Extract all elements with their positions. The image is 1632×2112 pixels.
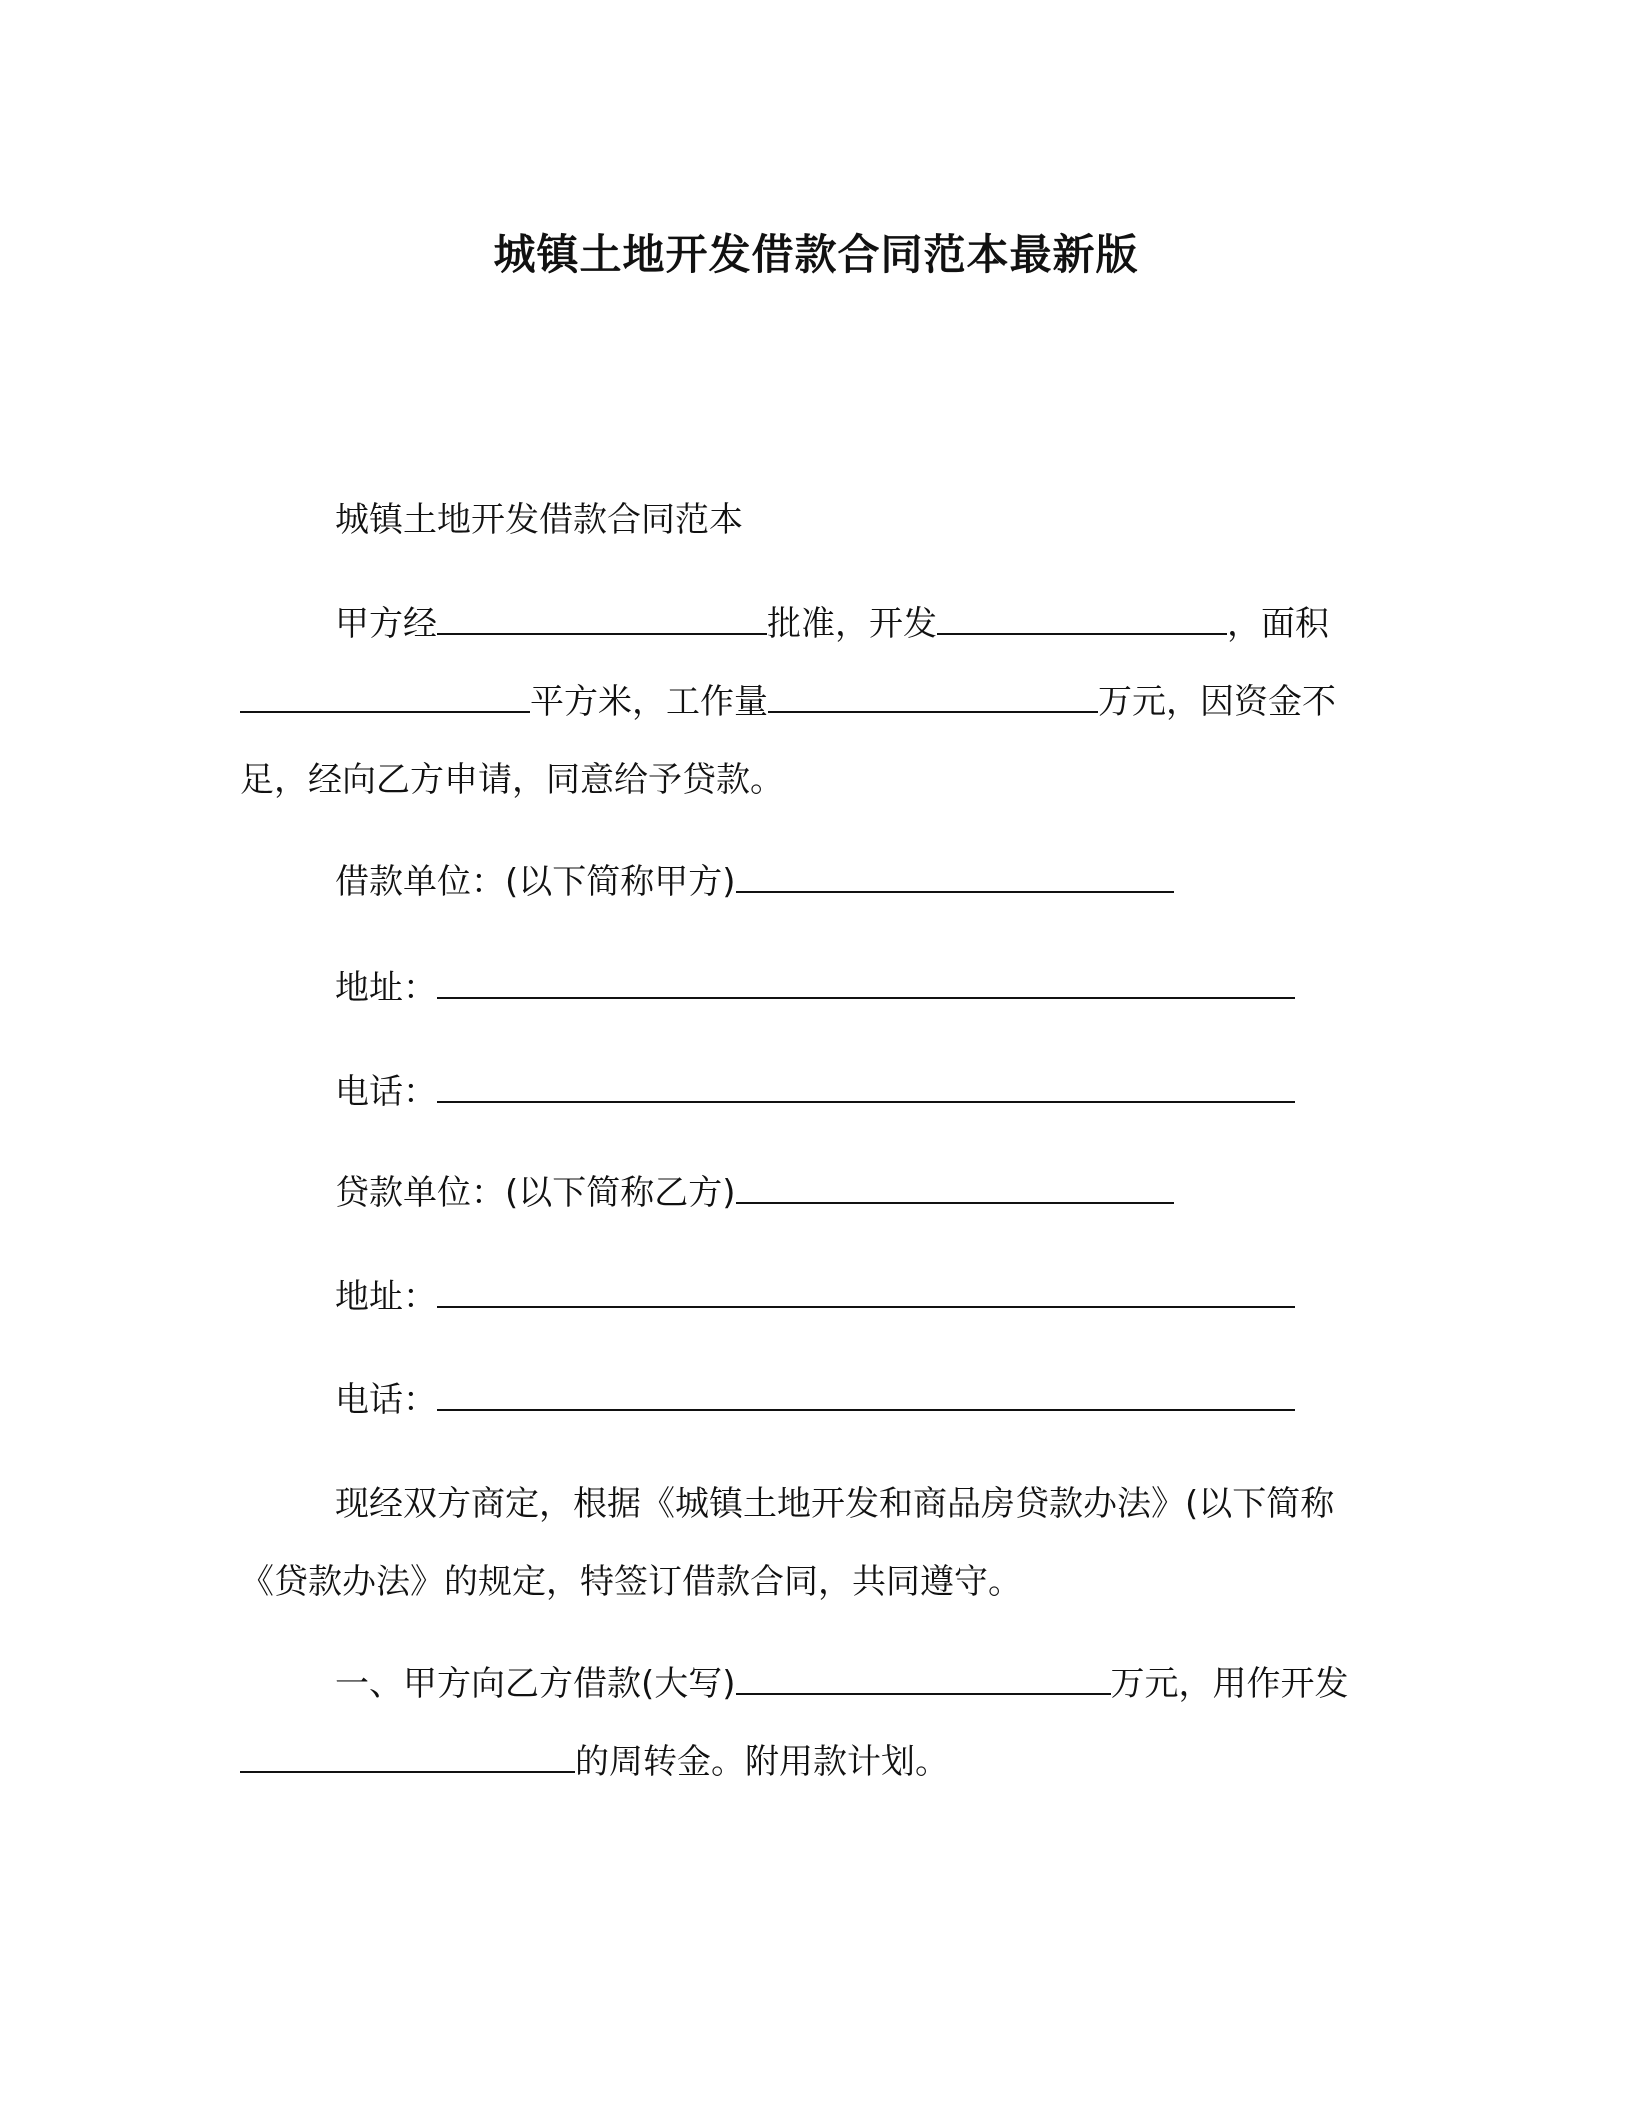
blank-lender-phone[interactable] — [437, 1379, 1295, 1411]
blank-lender-name[interactable] — [736, 1172, 1174, 1204]
clause1-text-3: 的周转金。附用款计划。 — [575, 1742, 949, 1782]
blank-borrower-phone[interactable] — [437, 1071, 1295, 1103]
document-title: 城镇土地开发借款合同范本最新版 — [493, 230, 1139, 279]
para2-text: 现经双方商定，根据《城镇土地开发和商品房贷款办法》(以下简称《贷款办法》的规定，特签订借款合同，共同遵守。 — [240, 1484, 1335, 1602]
clause-1 — [240, 1645, 1370, 1801]
lender-address-line — [335, 1272, 1295, 1322]
para1-text-4: 平方米，工作量 — [530, 682, 768, 722]
borrower-phone-label: 电话： — [335, 1072, 437, 1112]
blank-borrower-name[interactable] — [736, 861, 1174, 893]
para1-text-2: 批准，开发 — [767, 604, 937, 644]
blank-lender-address[interactable] — [437, 1276, 1295, 1308]
blank-development-purpose[interactable] — [240, 1741, 575, 1773]
borrower-address-line — [335, 963, 1295, 1013]
para1-text-3: ，面积 — [1227, 604, 1329, 644]
blank-area[interactable] — [240, 681, 530, 713]
clause1-text-1: 一、甲方向乙方借款(大写) — [335, 1664, 736, 1704]
lender-address-label: 地址： — [335, 1277, 437, 1317]
borrower-line — [335, 857, 1174, 907]
lender-phone-label: 电话： — [335, 1380, 437, 1420]
paragraph-approval — [240, 585, 1370, 819]
borrower-phone-line — [335, 1067, 1295, 1117]
blank-development-project[interactable] — [937, 603, 1227, 635]
paragraph-agreement — [240, 1465, 1370, 1621]
document-subtitle — [335, 495, 743, 545]
blank-workload[interactable] — [768, 681, 1098, 713]
borrower-label: 借款单位：(以下简称甲方) — [335, 862, 736, 902]
lender-label: 贷款单位：(以下简称乙方) — [335, 1173, 736, 1213]
borrower-address-label: 地址： — [335, 968, 437, 1008]
para1-text-5: 万元，因资金不足，经向乙方申请，同意给予贷款。 — [240, 682, 1336, 800]
para1-text-1: 甲方经 — [335, 604, 437, 644]
blank-loan-amount[interactable] — [736, 1663, 1111, 1695]
lender-line — [335, 1168, 1174, 1218]
clause1-text-2: 万元，用作开发 — [1110, 1664, 1349, 1704]
subtitle-text: 城镇土地开发借款合同范本 — [335, 500, 743, 540]
lender-phone-line — [335, 1375, 1295, 1425]
blank-borrower-address[interactable] — [437, 967, 1295, 999]
blank-approval-authority[interactable] — [437, 603, 767, 635]
